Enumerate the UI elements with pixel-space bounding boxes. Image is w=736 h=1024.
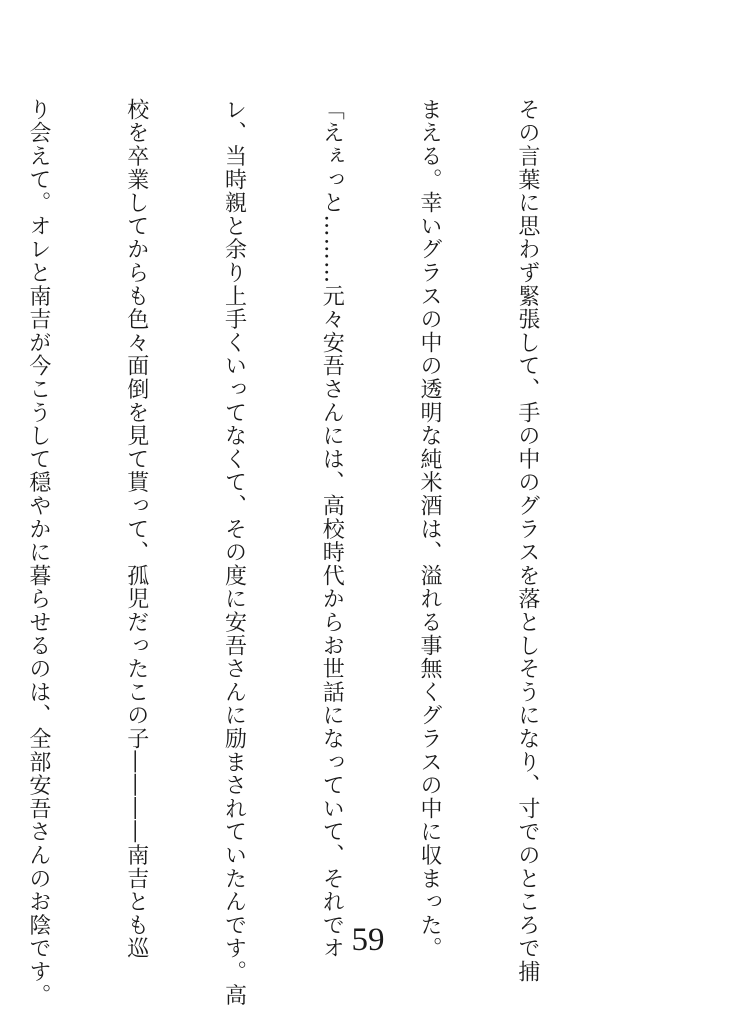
text-line: レ、当時親と余り上手くいってなくて、その度に安吾さんに励まされていたんです。高 [221,98,247,1007]
text-line: その言葉に思わず緊張して、手の中のグラスを落としそうになり、寸でのところで捕 [514,98,540,984]
text-line: 校を卒業してからも色々面倒を見て貰って、孤児だったこの子――――南吉とも巡 [123,98,149,961]
text-line: まえる。幸いグラスの中の透明な純米酒は、溢れる事無くグラスの中に収まった。 [417,98,443,961]
text-line: 「えぇっと………元々安吾さんには、高校時代からお世話になっていて、それでオ [319,98,345,961]
text-line: り会えて。オレと南吉が今こうして穏やかに暮らせるのは、全部安吾さんのお陰です。 [25,98,51,1007]
page-number: 59 [351,922,385,958]
